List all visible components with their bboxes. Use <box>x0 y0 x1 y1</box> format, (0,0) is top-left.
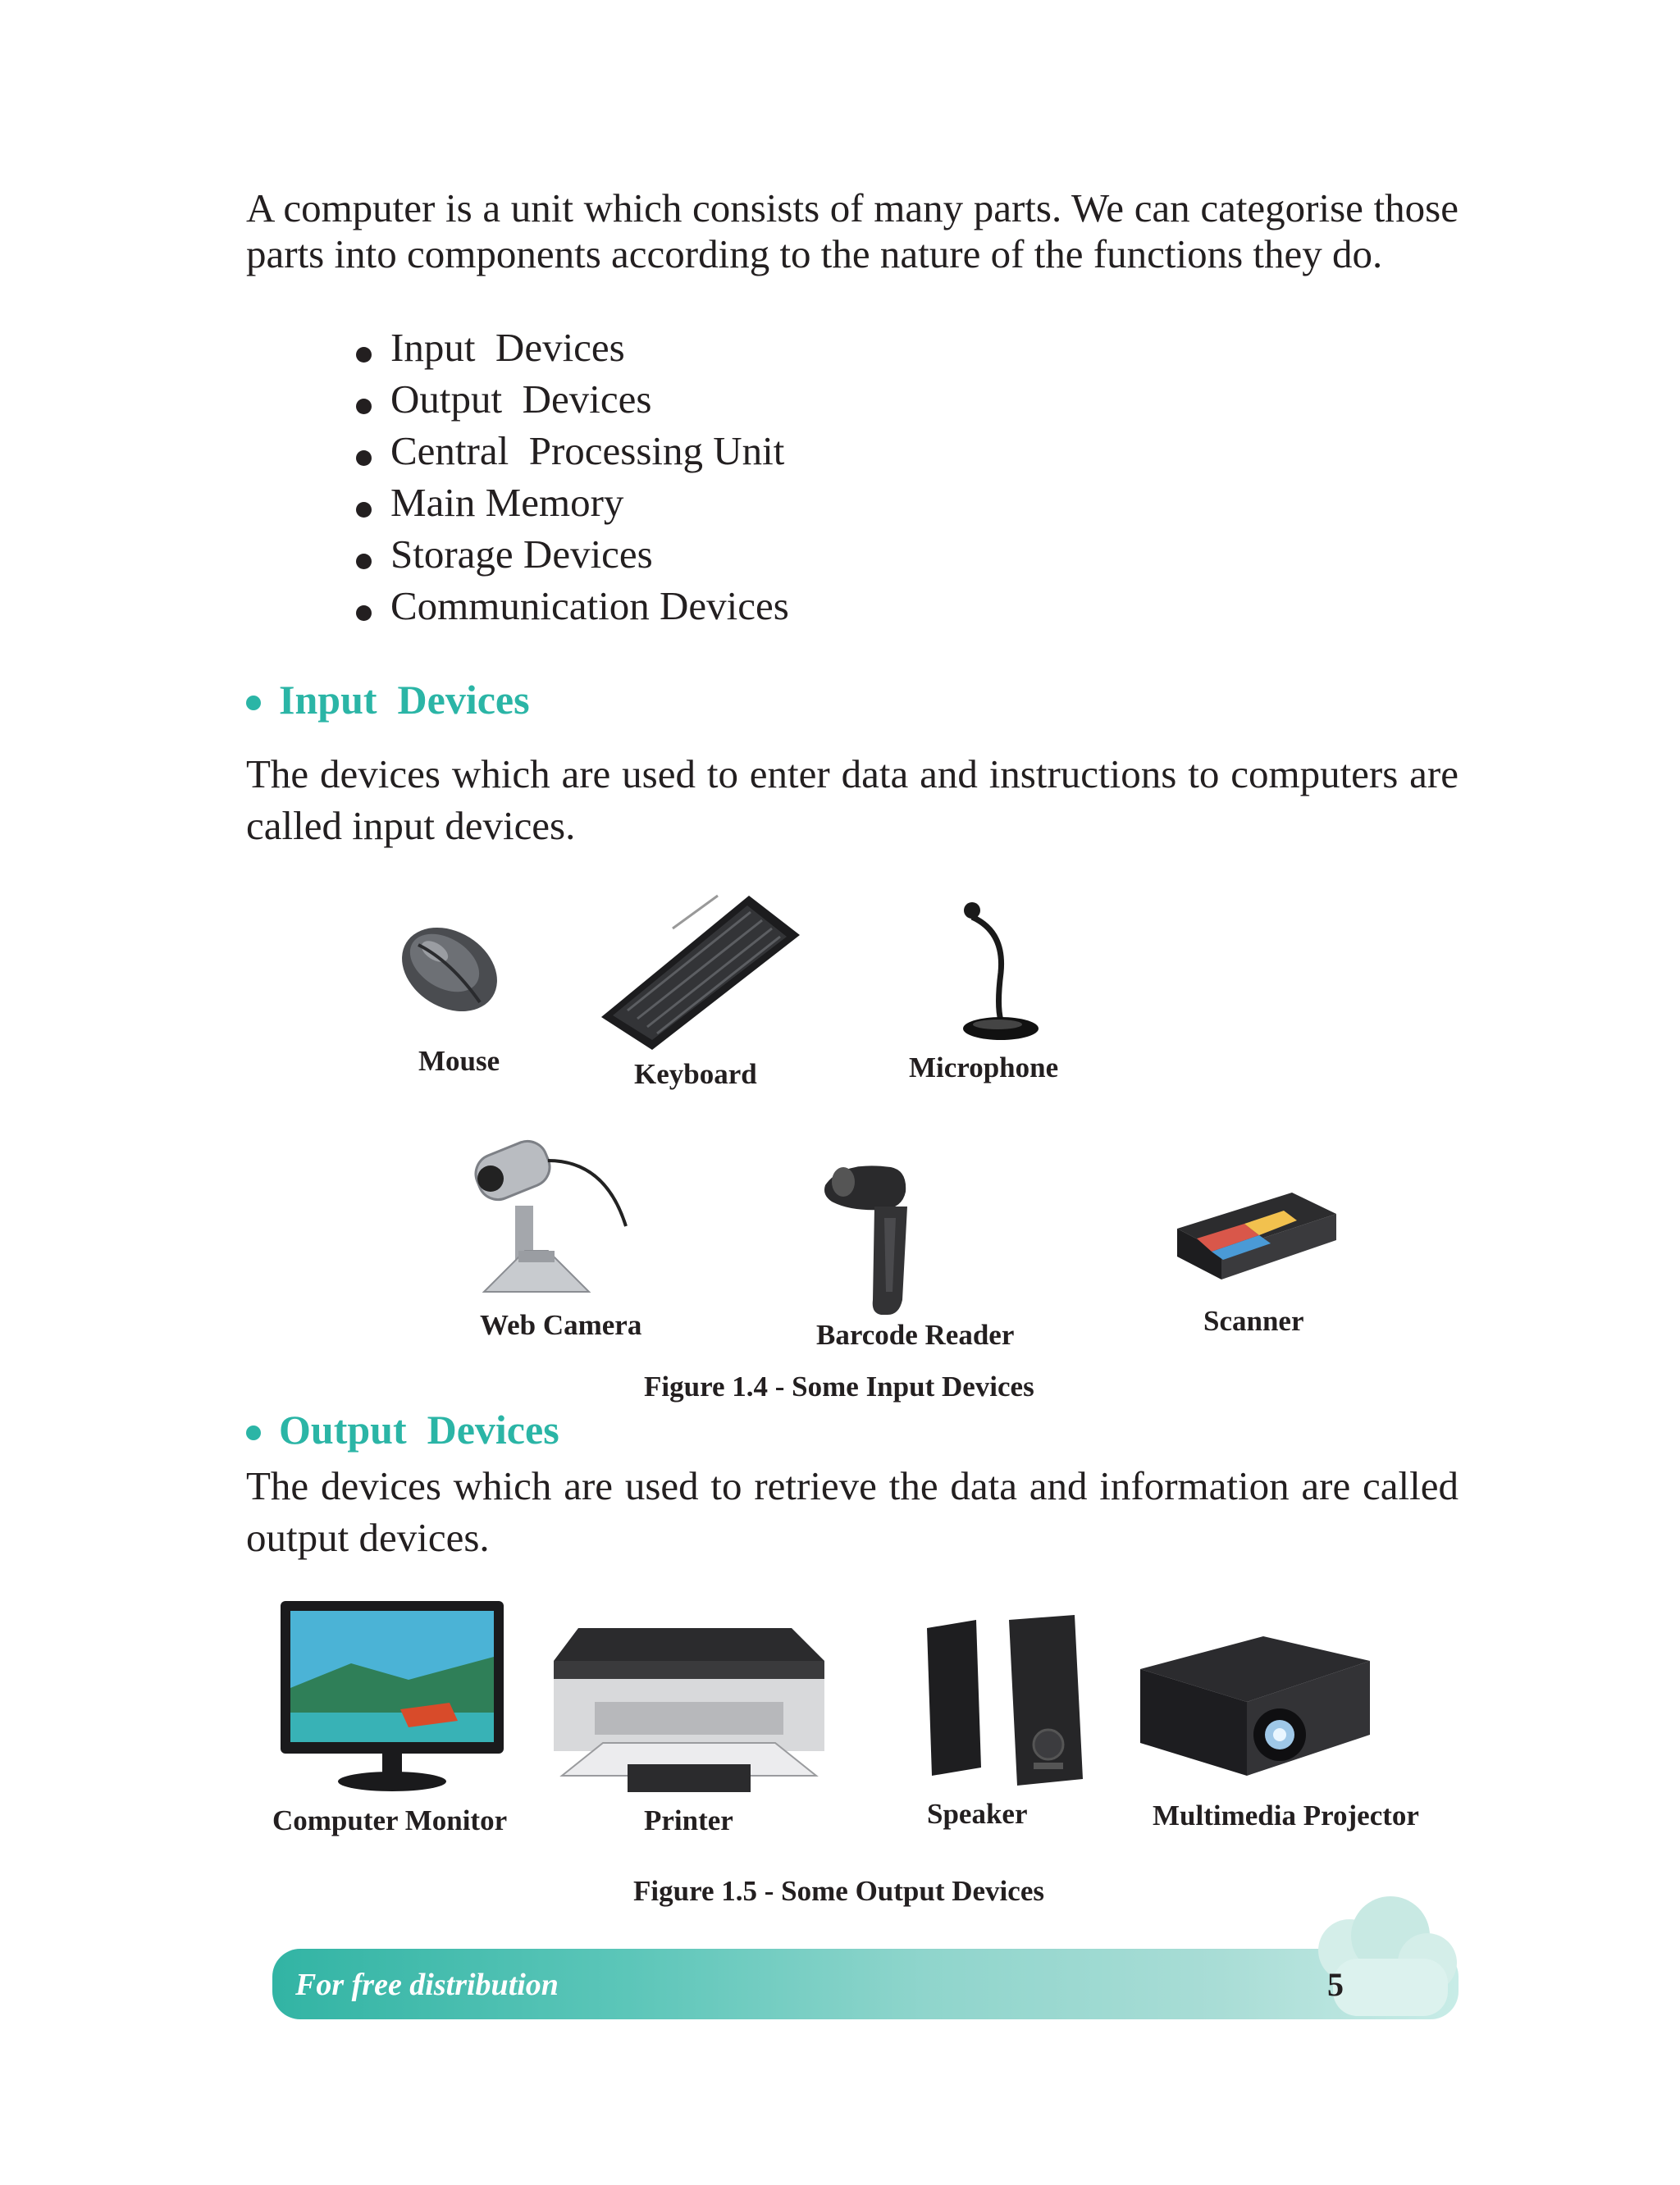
heading-bullet-icon <box>246 1425 261 1440</box>
output-figure-caption: Figure 1.5 - Some Output Devices <box>633 1875 1044 1907</box>
output-devices-heading: Output Devices <box>246 1406 559 1453</box>
web-camera-caption: Web Camera <box>480 1309 642 1341</box>
bullet-icon <box>356 502 372 518</box>
scanner-image <box>1169 1181 1341 1288</box>
bullet-icon <box>356 605 372 621</box>
barcode-reader-caption: Barcode Reader <box>816 1319 1015 1351</box>
web-camera-image <box>466 1128 642 1300</box>
list-item: Output Devices <box>353 373 789 425</box>
list-item: Main Memory <box>353 477 789 528</box>
keyboard-image <box>595 879 804 1051</box>
list-item: Storage Devices <box>353 528 789 580</box>
page-number: 5 <box>1327 1966 1344 2003</box>
components-list <box>353 322 789 632</box>
heading-bullet-icon <box>246 696 261 710</box>
speaker-image <box>911 1603 1095 1792</box>
multimedia-projector-image <box>1116 1620 1378 1784</box>
barcode-reader-image <box>817 1152 956 1321</box>
speaker-caption: Speaker <box>927 1798 1028 1830</box>
footer-text: For free distribution <box>295 1968 559 2002</box>
list-item: Input Devices <box>353 322 789 373</box>
input-figure-caption: Figure 1.4 - Some Input Devices <box>644 1371 1034 1403</box>
mouse-image <box>386 912 509 1023</box>
list-item: Communication Devices <box>353 580 789 632</box>
keyboard-caption: Keyboard <box>634 1058 757 1090</box>
bullet-icon <box>356 347 372 363</box>
printer-caption: Printer <box>644 1804 733 1836</box>
input-devices-heading: Input Devices <box>246 676 530 723</box>
microphone-caption: Microphone <box>909 1051 1059 1083</box>
computer-monitor-image <box>277 1598 507 1795</box>
bullet-icon <box>356 554 372 569</box>
scanner-caption: Scanner <box>1203 1305 1304 1337</box>
input-devices-description: The devices which are used to enter data and instructions to computers are called input devices. <box>246 751 1459 848</box>
output-devices-description: The devices which are used to retrieve the data and information are called output devices. <box>246 1463 1459 1560</box>
cloud-icon <box>1300 1893 1464 2024</box>
multimedia-projector-caption: Multimedia Projector <box>1153 1800 1419 1831</box>
microphone-image <box>911 899 1066 1047</box>
computer-monitor-caption: Computer Monitor <box>272 1804 508 1836</box>
bullet-icon <box>356 450 372 466</box>
printer-image <box>546 1603 833 1800</box>
list-item: Central Processing Unit <box>353 425 789 477</box>
bullet-icon <box>356 399 372 414</box>
mouse-caption: Mouse <box>418 1045 500 1077</box>
intro-paragraph: A computer is a unit which consists of many parts. We can categorise those parts into components according to the nature of the functions they do. <box>246 185 1459 276</box>
